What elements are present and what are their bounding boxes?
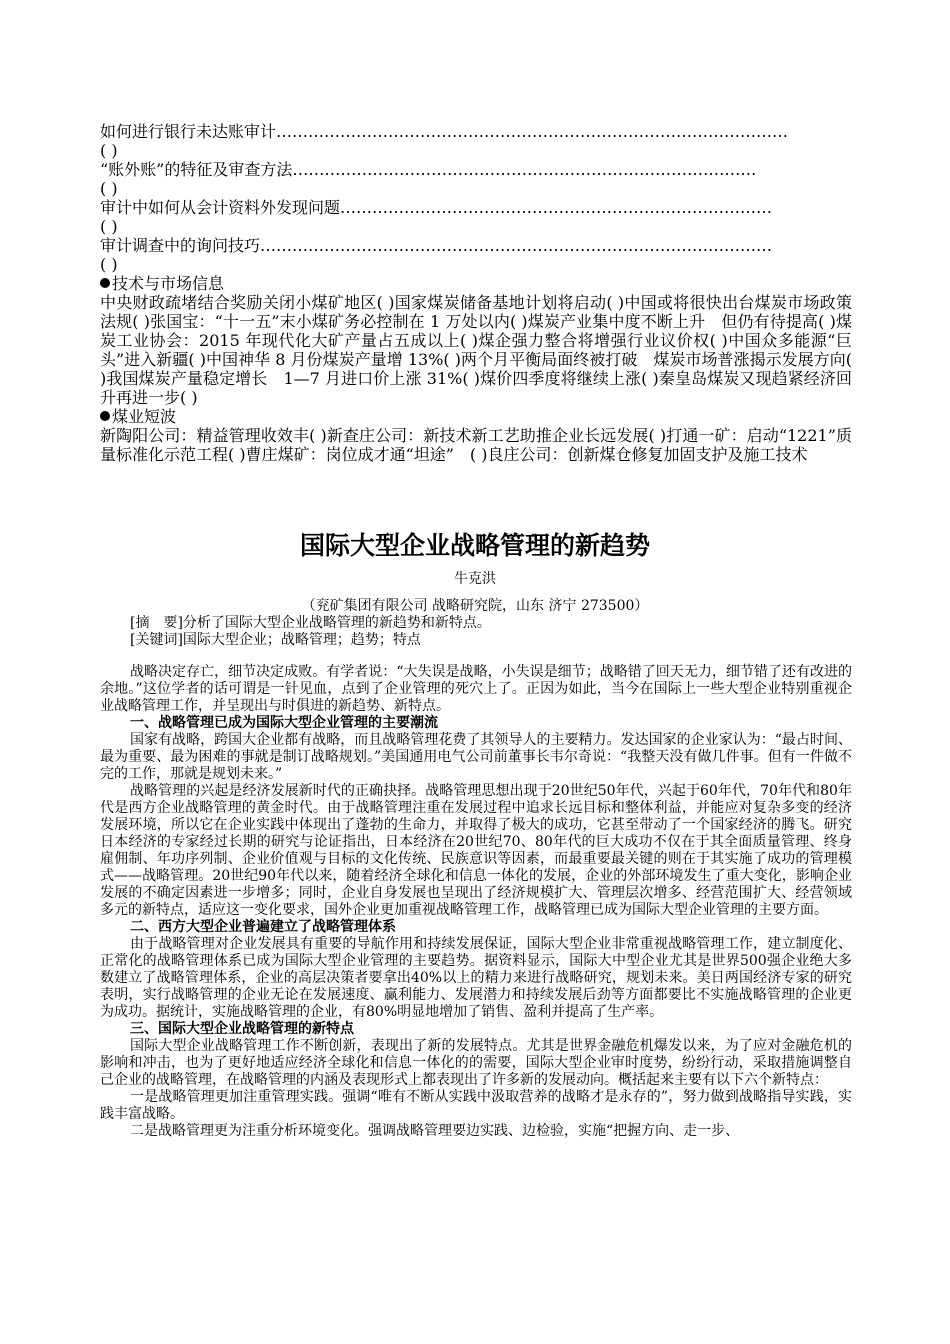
toc-entry[interactable]: [100, 198, 852, 236]
toc-page-ref: ( ): [100, 255, 118, 274]
toc-page-ref: ( ): [100, 141, 118, 160]
toc-page-ref: ( ): [100, 179, 118, 198]
article-author: 牛克洪: [454, 571, 496, 587]
article-body: [100, 664, 852, 1140]
toc-entry[interactable]: [100, 160, 852, 198]
paragraph: 国家有战略，跨国大企业都有战略，而且战略管理花费了其领导人的主要精力。发达国家的企业家认为：“最占时间、最为重要、最为困难的事就是制订战略规划。”美国通用电气公司前董事长韦尔奇说：“我整天没有做几件事。但有一件做不完的工作，那就是规划未来。”: [100, 732, 852, 782]
article-title: 国际大型企业战略管理的新趋势: [299, 531, 650, 560]
paragraph: 由于战略管理对企业发展具有重要的导航作用和持续发展保证，国际大型企业非常重视战略管理工作，建立制度化、正常化的战略管理体系已成为国际大型企业管理的主要趋势。据资料显示，国际大中型企业尤其是世界500强企业绝大多数建立了战略管理体系，企业的高层决策者要拿出40%以上的精力来进行战略研究，规划未来。美日两国经济专家的研究表明，实行战略管理的企业无论在发展速度、赢利能力、发展潜力和持续发展后劲等方面都要比不实施战略管理的企业更为成功。据统计，实施战略管理的企业，有80%明显地增加了销售、盈利并提高了生产率。: [100, 936, 852, 1020]
toc-entry[interactable]: [100, 236, 852, 274]
paragraph: 战略决定存亡，细节决定成败。有学者说：“大失误是战略，小失误是细节；战略错了回天无力，细节错了还有改进的余地。”这位学者的话可谓是一针见血，点到了企业管理的死穴上了。正因为如此，当今在国际上一些大型企业特别重视企业战略管理工作，并呈现出与时俱进的新趋势、新特点。: [100, 664, 852, 714]
article-affiliation: （兖矿集团有限公司 战略研究院，山东 济宁 273500）: [301, 598, 649, 614]
toc-leader-dots: ……………………………………………………………………………………: [260, 236, 773, 255]
toc-title: “账外账”的特征及审查方法: [100, 160, 293, 179]
bullet-icon: [100, 278, 110, 288]
toc-entry[interactable]: [100, 122, 852, 160]
coal-news-heading: 煤业短波: [100, 407, 852, 426]
toc-leader-dots: ………………………………………………………………………: [340, 198, 773, 217]
section-heading: 二、西方大型企业普遍建立了战略管理体系: [130, 919, 396, 935]
paragraph: 一是战略管理更加注重管理实践。强调“唯有不断从实践中汲取营养的战略才是永存的”，努力做到战略指导实践，实践丰富战略。: [100, 1089, 852, 1122]
toc-title: 审计中如何从会计资料外发现问题: [100, 198, 341, 217]
toc-title: 如何进行银行未达账审计: [100, 122, 277, 141]
toc-page-ref: ( ): [100, 217, 118, 236]
section-heading: 三、国际大型企业战略管理的新特点: [130, 1021, 354, 1037]
toc-title: 审计调查中的询问技巧: [100, 236, 261, 255]
toc-leader-dots: ……………………………………………………………………………………: [276, 122, 789, 141]
toc-leader-dots: ……………………………………………………………………………: [292, 160, 757, 179]
article-abstract: [摘 要]分析了国际大型企业战略管理的新趋势和新特点。: [130, 615, 491, 631]
tech-market-heading: 技术与市场信息: [100, 274, 852, 293]
tech-market-news: 中央财政疏堵结合奖励关闭小煤矿地区( )国家煤炭储备基地计划将启动( )中国或将很快出台煤炭市场政策法规( )张国宝：“十一五”末小煤矿务必控制在 1 万处以内( )煤炭产业集中度不断上升 但仍有待提高( )煤炭工业协会：2015 年现代化大矿产量占五成以上( )煤企强力整合将增强行业议价权( )中国众多能源“巨头”进入新疆( )中国神华 8 月份煤炭产量增 13%( )两个月平衡局面终被打破 煤炭市场普涨揭示发展方向( )我国煤炭产量稳定增长 1—7 月进口价上涨 31%( )煤价四季度将继续上涨( )秦皇岛煤炭又现趋紧经济回升再进一步( ): [100, 293, 852, 407]
section-heading: 一、战略管理已成为国际大型企业管理的主要潮流: [130, 715, 438, 731]
paragraph: 战略管理的兴起是经济发展新时代的正确抉择。战略管理思想出现于20世纪50年代，兴起于60年代，70年代和80年代是西方企业战略管理的黄金时代。由于战略管理注重在发展过程中追求长远目标和整体利益，并能应对复杂多变的经济发展环境，所以它在企业实践中体现出了蓬勃的生命力，并取得了极大的成功，它甚至带动了一个国家经济的腾飞。研究日本经济的专家经过长期的研究与论证指出，日本经济在20世纪70、80年代的巨大成功不仅在于其全面质量管理、终身雇佣制、年功序列制、企业价值观与目标的文化传统、民族意识等因素，而最重要最关键的则在于其实施了成功的管理模式——战略管理。20世纪90年代以来，随着经济全球化和信息一体化的发展，企业的外部环境发生了重大变化，影响企业发展的不确定因素进一步增多；同时，企业自身发展也呈现出了经济规模扩大、管理层次增多、经营范围扩大、经营领域多元的新特点，适应这一变化要求，国外企业更加重视战略管理工作，战略管理已成为国际大型企业管理的主要方面。: [100, 783, 852, 918]
article-keywords: [关键词]国际大型企业；战略管理；趋势；特点: [130, 632, 421, 648]
paragraph: 二是战略管理更为注重分析环境变化。强调战略管理要边实践、边检验，实施“把握方向、走一步、: [130, 1123, 740, 1139]
table-of-contents: [100, 122, 852, 464]
paragraph: 国际大型企业战略管理工作不断创新，表现出了新的发展特点。尤其是世界金融危机爆发以来，为了应对金融危机的影响和冲击，也为了更好地适应经济全球化和信息一体化的的需要，国际大型企业审时度势，纷纷行动，采取措施调整自己企业的战略管理，在战略管理的内涵及表现形式上都表现出了许多新的发展动向。概括起来主要有以下六个新特点：: [100, 1038, 852, 1088]
coal-news: 新陶阳公司：精益管理收效丰( )新查庄公司：新技术新工艺助推企业长远发展( )打通一矿：启动“1221”质量标准化示范工程( )曹庄煤矿：岗位成才通“坦途” ( )良庄公司：创新煤仓修复加固支护及施工技术: [100, 426, 852, 464]
bullet-icon: [100, 411, 110, 421]
